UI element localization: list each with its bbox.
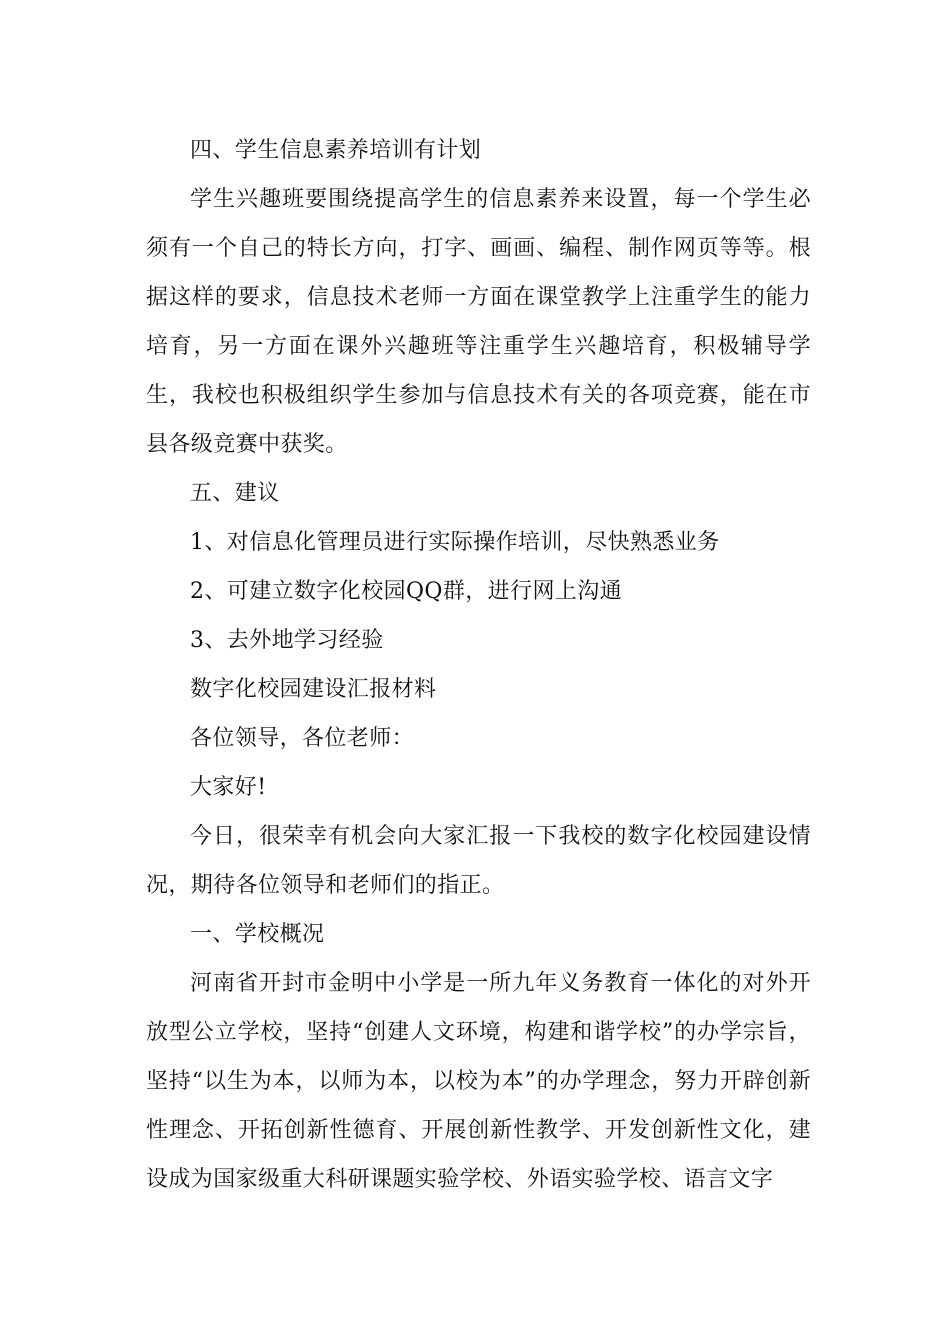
- salutation: 各位领导，各位老师：: [190, 726, 415, 751]
- suggestion-item-3: 3、去外地学习经验: [190, 628, 384, 653]
- paragraph-intro: 今日，很荣幸有机会向大家汇报一下我校的数字化校园建设情况，期待各位领导和老师们的指正。: [146, 824, 811, 898]
- report-title: 数字化校园建设汇报材料: [190, 677, 437, 702]
- greeting: 大家好!: [190, 775, 267, 800]
- suggestion-item-2: 2、可建立数字化校园QQ群，进行网上沟通: [190, 579, 623, 604]
- suggestion-item-1: 1、对信息化管理员进行实际操作培训，尽快熟悉业务: [190, 530, 720, 555]
- paragraph-student-interest-classes: 学生兴趣班要围绕提高学生的信息素养来设置，每一个学生必须有一个自己的特长方向，打字、画画、编程、制作网页等等。根据这样的要求，信息技术老师一方面在课堂教学上注重学生的能力培育，另一方面在课外兴趣班等注重学生兴趣培育，积极辅导学生，我校也积极组织学生参加与信息技术有关的各项竞赛，能在市县各级竞赛中获奖。: [146, 187, 811, 457]
- section-heading-5: 五、建议: [190, 481, 280, 506]
- document-body: [146, 126, 811, 1204]
- section-heading-1: 一、学校概况: [190, 922, 325, 947]
- section-heading-4: 四、学生信息素养培训有计划: [190, 138, 482, 163]
- paragraph-school-overview: 河南省开封市金明中小学是一所九年义务教育一体化的对外开放型公立学校，坚持“创建人文环境，构建和谐学校”的办学宗旨，坚持“以生为本，以师为本，以校为本”的办学理念，努力开辟创新性理念、开拓创新性德育、开展创新性教学、开发创新性文化，建设成为国家级重大科研课题实验学校、外语实验学校、语言文字: [146, 971, 811, 1192]
